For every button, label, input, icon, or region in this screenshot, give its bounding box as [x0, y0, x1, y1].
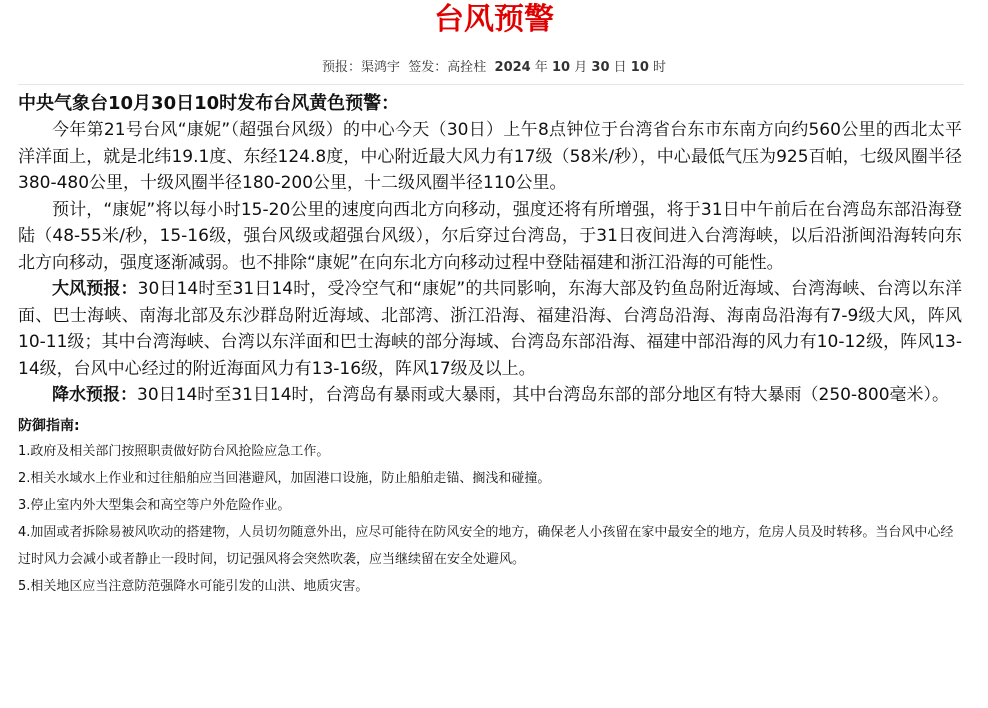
guide-item: 2.相关水域水上作业和过往船舶应当回港避风，加固港口设施，防止船舶走锚、搁浅和碰撞。 — [18, 470, 551, 486]
guide-item: 4.加固或者拆除易被风吹动的搭建物，人员切勿随意外出，应尽可能待在防风安全的地方，确保老人小孩留在家中最安全的地方，危房人员及时转移。当台风中心经过时风力会减小或者静止一段时间，切记强风将会突然吹袭，应当继续留在安全处避风。 — [18, 524, 954, 567]
defense-guide-title: 防御指南: — [18, 417, 80, 434]
page-title: 台风预警 — [434, 2, 554, 37]
wind-forecast-paragraph — [18, 276, 962, 382]
rain-forecast-text: 30日14时至31日14时，台湾岛有暴雨或大暴雨，其中台湾岛东部的部分地区有特大暴雨（250-800毫米）。 — [137, 385, 950, 405]
alert-heading: 中央气象台10月30日10时发布台风黄色预警： — [18, 93, 400, 114]
guide-item: 5.相关地区应当注意防范强降水可能引发的山洪、地质灾害。 — [18, 578, 369, 594]
issuer-name: 高拴柱 — [447, 60, 487, 75]
rain-forecast-label: 降水预报： — [52, 385, 137, 405]
wind-forecast-text: 30日14时至31日14时，受冷空气和“康妮”的共同影响，东海大部及钓鱼岛附近海域、台湾海峡、台湾以东洋面、巴士海峡、南海北部及东沙群岛附近海域、北部湾、浙江沿海、福建沿海、台湾岛沿海、海南岛沿海有7-9级大风，阵风10-11级；其中台湾海峡、台湾以东洋面和巴士海峡的部分海域、台湾岛东部沿海、福建中部沿海的风力有10-12级，阵风13-14级，台风中心经过的附近海面风力有13-16级，阵风17级及以上。 — [18, 279, 963, 379]
issue-hour: 10 — [630, 60, 649, 75]
forecaster-name: 渠鸿宇 — [360, 60, 400, 75]
defense-guide-list — [18, 438, 962, 600]
issue-day: 30 — [591, 60, 610, 75]
issue-month-unit: 月 — [574, 60, 588, 75]
typhoon-forecast-paragraph: 预计，“康妮”将以每小时15-20公里的速度向西北方向移动，强度还将有所增强，将于31日中午前后在台湾岛东部沿海登陆（48-55米/秒，15-16级，强台风级或超强台风级），尔后穿过台湾岛，于31日夜间进入台湾海峡，以后沿浙闽沿海转向东北方向移动，强度逐渐减弱。也不排除“康妮”在向东北方向移动过程中登陆福建和浙江沿海的可能性。 — [18, 199, 962, 273]
forecaster-label: 预报： — [321, 60, 361, 75]
typhoon-status-paragraph: 今年第21号台风“康妮”（超强台风级）的中心今天（30日）上午8点钟位于台湾省台东市东南方向约560公里的西北太平洋洋面上，就是北纬19.1度、东经124.8度，中心附近最大风力有17级（58米/秒），中心最低气压为925百帕，七级风圈半径380-480公里，十级风圈半径180-200公里，十二级风圈半径110公里。 — [18, 120, 962, 193]
issue-meta — [0, 56, 988, 74]
header-divider — [18, 84, 964, 85]
wind-forecast-label: 大风预报： — [52, 279, 138, 299]
issue-year: 2024 — [494, 60, 531, 75]
issue-month: 10 — [552, 60, 571, 75]
guide-item: 3.停止室内外大型集会和高空等户外危险作业。 — [18, 497, 291, 513]
rain-forecast-paragraph — [18, 382, 962, 409]
issue-year-unit: 年 — [534, 60, 548, 75]
issue-hour-unit: 时 — [653, 60, 667, 75]
alert-content — [0, 91, 988, 600]
guide-item: 1.政府及相关部门按照职责做好防台风抢险应急工作。 — [18, 443, 330, 459]
issuer-label: 签发： — [408, 60, 448, 75]
issue-day-unit: 日 — [613, 60, 627, 75]
